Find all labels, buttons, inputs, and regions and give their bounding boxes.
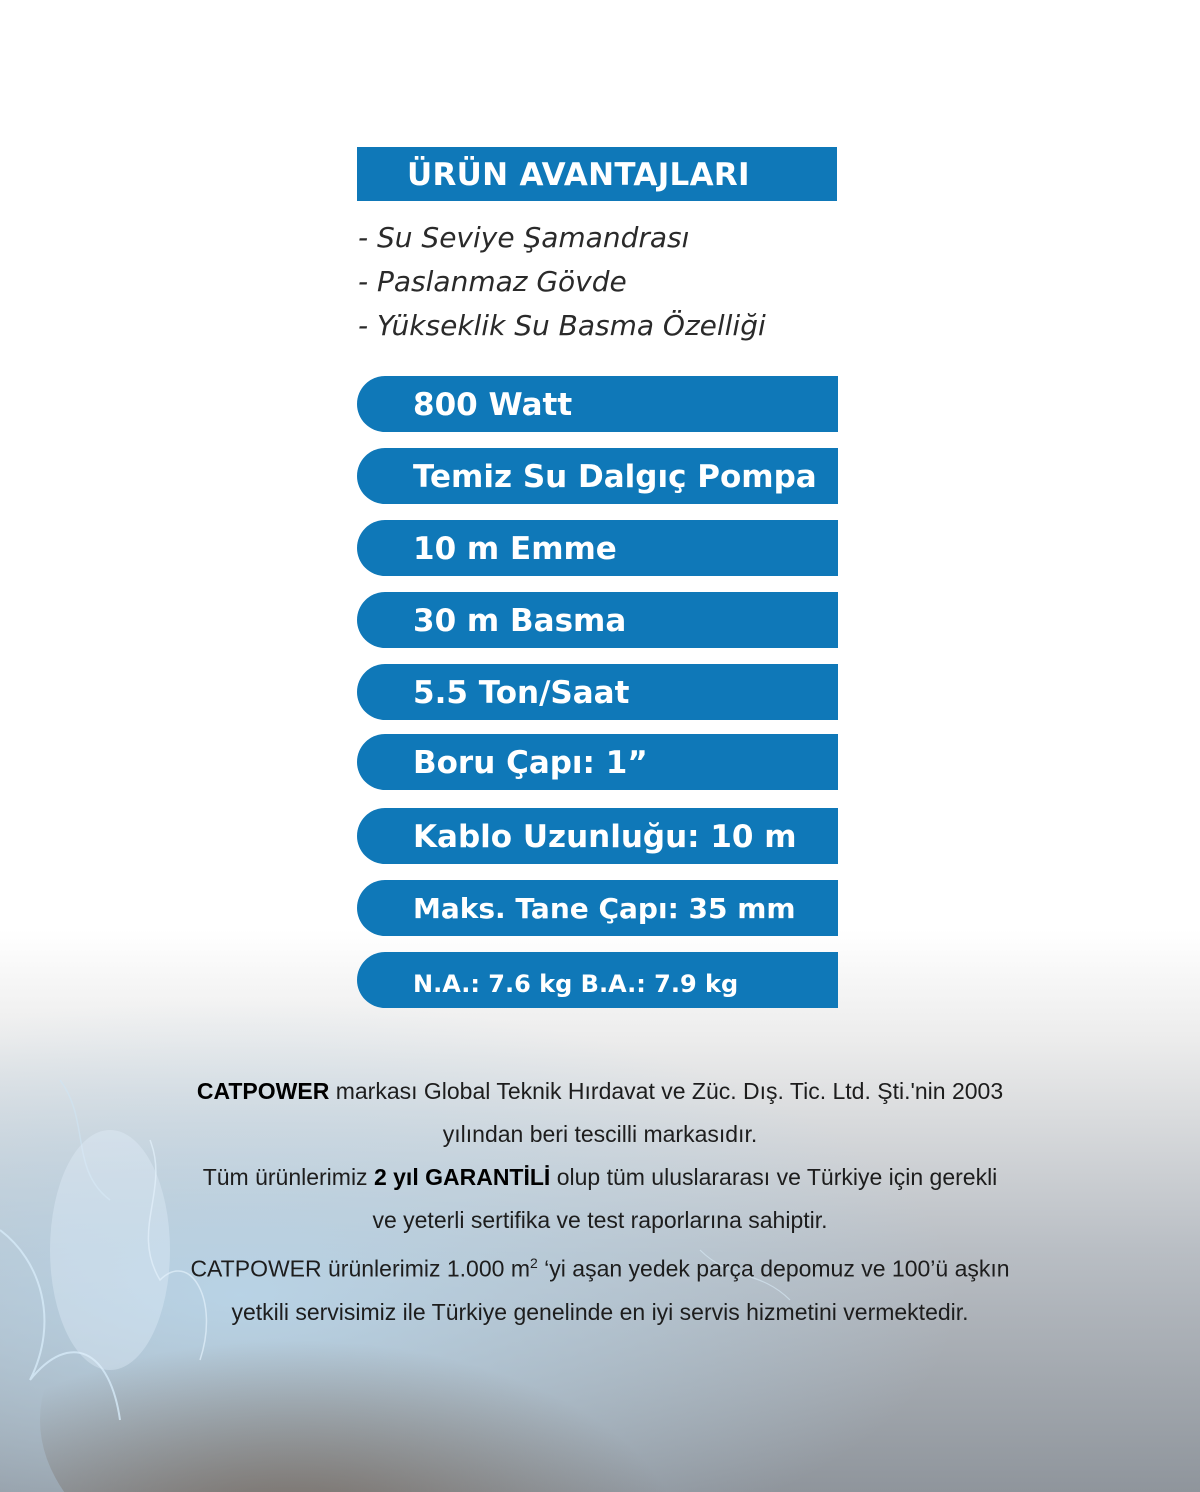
footer-line-3: Tüm ürünlerimiz 2 yıl GARANTİLİ olup tüm uluslararası ve Türkiye için gerekli: [202, 1164, 998, 1190]
brand-info-text: [30, 1070, 1170, 1334]
spec-power: 800 Watt: [357, 376, 838, 432]
footer-line-6: yetkili servisimiz ile Türkiye genelinde en iyi servis hizmetini vermektedir.: [231, 1298, 969, 1325]
advantages-list: [358, 216, 878, 348]
spec-max-particle: Maks. Tane Çapı: 35 mm: [357, 880, 838, 936]
spec-weight: N.A.: 7.6 kg B.A.: 7.9 kg: [357, 952, 838, 1008]
spec-suction: 10 m Emme: [357, 520, 838, 576]
product-advantages-header: ÜRÜN AVANTAJLARI: [357, 147, 837, 201]
superscript-2: 2: [529, 1255, 538, 1271]
spec-cable-length: Kablo Uzunluğu: 10 m: [357, 808, 838, 864]
spec-head: 30 m Basma: [357, 592, 838, 648]
footer-line-5: CATPOWER ürünlerimiz 1.000 $m^2$ ‘yi aşan yedek parça depomuz ve 100’ü aşkın: [190, 1255, 1010, 1282]
brand-name: CATPOWER: [196, 1078, 330, 1104]
advantage-item: - Yükseklik Su Basma Özelliği: [358, 309, 766, 342]
footer-line-4: ve yeterli sertifika ve test raporlarına sahiptir.: [372, 1207, 828, 1233]
advantage-item: - Su Seviye Şamandrası: [358, 221, 690, 254]
spec-flow-rate: 5.5 Ton/Saat: [357, 664, 838, 720]
footer-line-2: yılından beri tescilli markasıdır.: [442, 1121, 758, 1147]
footer-line-1: CATPOWER markası Global Teknik Hırdavat ve Züc. Dış. Tic. Ltd. Şti.'nin 2003: [196, 1078, 1004, 1104]
spec-pipe-diameter: Boru Çapı: 1”: [357, 734, 838, 790]
spec-pump-type: Temiz Su Dalgıç Pompa: [357, 448, 838, 504]
advantage-item: - Paslanmaz Gövde: [358, 265, 627, 298]
warranty-text: 2 yıl GARANTİLİ: [373, 1164, 551, 1190]
